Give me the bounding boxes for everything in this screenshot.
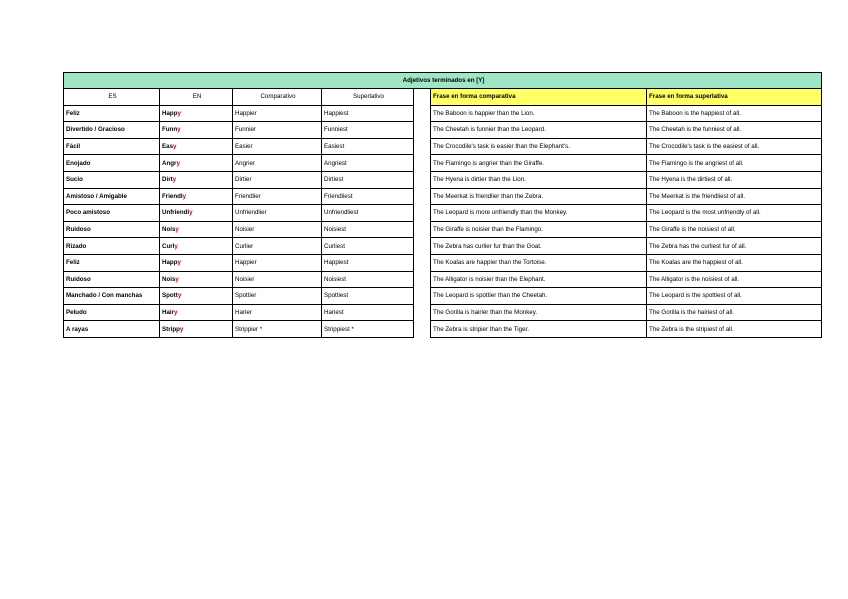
cell-en bbox=[160, 171, 233, 188]
en-stem: Curl bbox=[162, 242, 175, 250]
en-stem: Unfriendl bbox=[162, 209, 190, 217]
en-stem: Happ bbox=[162, 109, 178, 117]
spacer-column bbox=[414, 155, 431, 172]
cell-superlativo: Friendliest bbox=[322, 188, 414, 205]
en-stem: Hair bbox=[162, 309, 175, 317]
spacer-column bbox=[414, 321, 431, 338]
cell-en bbox=[160, 138, 233, 155]
spacer-column bbox=[414, 254, 431, 271]
cell-frase-comparativa: The Alligator is noisier than the Elephant. bbox=[431, 271, 647, 288]
spacer-column bbox=[414, 105, 431, 122]
cell-en bbox=[160, 205, 233, 222]
cell-frase-superlativa: The Flamingo is the angriest of all. bbox=[647, 155, 822, 172]
en-ending: y bbox=[177, 126, 181, 134]
cell-frase-comparativa: The Hyena is dirtier than the Lion. bbox=[431, 171, 647, 188]
en-ending: y bbox=[177, 109, 181, 117]
spacer-column bbox=[414, 271, 431, 288]
cell-es: Divertido / Gracioso bbox=[64, 122, 160, 139]
header-frase-comparativa: Frase en forma comparativa bbox=[431, 89, 647, 106]
cell-frase-superlativa: The Hyena is the dirtiest of all. bbox=[647, 171, 822, 188]
cell-frase-superlativa: The Alligator is the noisiest of all. bbox=[647, 271, 822, 288]
cell-superlativo: Happiest bbox=[322, 105, 414, 122]
spacer-column bbox=[414, 138, 431, 155]
cell-comparativo: Spottier bbox=[233, 288, 322, 305]
cell-en bbox=[160, 188, 233, 205]
spacer-column bbox=[414, 221, 431, 238]
en-ending: y bbox=[175, 226, 179, 234]
cell-comparativo: Unfriendlier bbox=[233, 205, 322, 222]
cell-comparativo: Angrier bbox=[233, 155, 322, 172]
cell-comparativo: Funnier bbox=[233, 122, 322, 139]
cell-es: Sucio bbox=[64, 171, 160, 188]
table-body bbox=[64, 73, 822, 338]
en-stem: Dirt bbox=[162, 176, 173, 184]
cell-superlativo: Unfriendliest bbox=[322, 205, 414, 222]
cell-en bbox=[160, 321, 233, 338]
table-title: Adjetivos terminados en [Y] bbox=[64, 73, 822, 89]
en-stem: Nois bbox=[162, 226, 176, 234]
en-stem: Stripp bbox=[162, 325, 180, 333]
cell-en bbox=[160, 288, 233, 305]
en-stem: Eas bbox=[162, 143, 174, 151]
cell-frase-comparativa: The Leopard is spottier than the Cheetah. bbox=[431, 288, 647, 305]
cell-es: Feliz bbox=[64, 105, 160, 122]
cell-comparativo: Harier bbox=[233, 304, 322, 321]
table-row bbox=[64, 288, 822, 305]
spacer-column bbox=[414, 205, 431, 222]
cell-frase-superlativa: The Leopard is the most unfriendly of all. bbox=[647, 205, 822, 222]
table-row bbox=[64, 122, 822, 139]
header-superlativo: Superlativo bbox=[322, 89, 414, 106]
cell-comparativo: Happier bbox=[233, 105, 322, 122]
spacer-column bbox=[414, 188, 431, 205]
cell-comparativo: Curlier bbox=[233, 238, 322, 255]
cell-frase-comparativa: The Crocodile's task is easier than the Elephant's. bbox=[431, 138, 647, 155]
cell-en bbox=[160, 304, 233, 321]
cell-frase-comparativa: The Flamingo is angrier than the Giraffe. bbox=[431, 155, 647, 172]
cell-en bbox=[160, 221, 233, 238]
cell-es: Ruidoso bbox=[64, 221, 160, 238]
en-ending: y bbox=[173, 143, 177, 151]
table-row bbox=[64, 105, 822, 122]
cell-es: Fácil bbox=[64, 138, 160, 155]
header-en: EN bbox=[160, 89, 233, 106]
cell-superlativo: Easiest bbox=[322, 138, 414, 155]
header-row bbox=[64, 89, 822, 106]
en-stem: Spott bbox=[162, 292, 178, 300]
cell-es: Manchado / Con manchas bbox=[64, 288, 160, 305]
cell-superlativo: Angriest bbox=[322, 155, 414, 172]
table-row bbox=[64, 221, 822, 238]
cell-frase-superlativa: The Meerkat is the friendliest of all. bbox=[647, 188, 822, 205]
en-stem: Funn bbox=[162, 126, 178, 134]
cell-en bbox=[160, 155, 233, 172]
cell-frase-comparativa: The Gorilla is hairier than the Monkey. bbox=[431, 304, 647, 321]
cell-frase-superlativa: The Crocodile's task is the easiest of all. bbox=[647, 138, 822, 155]
cell-es: Peludo bbox=[64, 304, 160, 321]
cell-en bbox=[160, 238, 233, 255]
table-row bbox=[64, 171, 822, 188]
en-ending: y bbox=[172, 176, 177, 184]
table-row bbox=[64, 238, 822, 255]
cell-comparativo: Easier bbox=[233, 138, 322, 155]
adjectives-table bbox=[63, 72, 822, 338]
cell-comparativo: Friendlier bbox=[233, 188, 322, 205]
en-ending: y bbox=[189, 209, 193, 217]
cell-frase-comparativa: The Leopard is more unfriendly than the Monkey. bbox=[431, 205, 647, 222]
en-ending: y bbox=[174, 242, 178, 250]
header-frase-superlativa: Frase en forma superlativa bbox=[647, 89, 822, 106]
cell-es: Amistoso / Amigable bbox=[64, 188, 160, 205]
table-row bbox=[64, 188, 822, 205]
en-stem: Angr bbox=[162, 159, 177, 167]
cell-frase-superlativa: The Leopard is the spottiest of all. bbox=[647, 288, 822, 305]
cell-en bbox=[160, 271, 233, 288]
cell-superlativo: Funniest bbox=[322, 122, 414, 139]
table-row bbox=[64, 155, 822, 172]
spacer-column bbox=[414, 89, 431, 106]
cell-comparativo: Happier bbox=[233, 254, 322, 271]
cell-es: Enojado bbox=[64, 155, 160, 172]
en-stem: Nois bbox=[162, 275, 176, 283]
en-ending: y bbox=[179, 325, 184, 333]
cell-superlativo: Strippiest * bbox=[322, 321, 414, 338]
cell-frase-superlativa: The Giraffe is the noisiest of all. bbox=[647, 221, 822, 238]
en-ending: y bbox=[177, 292, 182, 300]
table-row bbox=[64, 254, 822, 271]
spacer-column bbox=[414, 238, 431, 255]
table-row bbox=[64, 304, 822, 321]
cell-es: Poco amistoso bbox=[64, 205, 160, 222]
spacer-column bbox=[414, 304, 431, 321]
cell-superlativo: Noisiest bbox=[322, 221, 414, 238]
en-ending: y bbox=[176, 159, 180, 167]
table-row bbox=[64, 321, 822, 338]
cell-frase-superlativa: The Cheetah is the funniest of all. bbox=[647, 122, 822, 139]
cell-comparativo: Noisier bbox=[233, 221, 322, 238]
cell-frase-superlativa: The Zebra has the curliest fur of all. bbox=[647, 238, 822, 255]
cell-superlativo: Hariest bbox=[322, 304, 414, 321]
cell-frase-comparativa: The Zebra is stripier than the Tiger. bbox=[431, 321, 647, 338]
title-row bbox=[64, 73, 822, 89]
cell-superlativo: Happiest bbox=[322, 254, 414, 271]
en-stem: Friendl bbox=[162, 192, 183, 200]
cell-en bbox=[160, 105, 233, 122]
header-comparativo: Comparativo bbox=[233, 89, 322, 106]
cell-frase-comparativa: The Cheetah is funnier than the Leopard. bbox=[431, 122, 647, 139]
cell-frase-superlativa: The Baboon is the happiest of all. bbox=[647, 105, 822, 122]
cell-comparativo: Noisier bbox=[233, 271, 322, 288]
cell-frase-superlativa: The Koalas are the happiest of all. bbox=[647, 254, 822, 271]
en-ending: y bbox=[182, 192, 187, 200]
cell-frase-superlativa: The Zebra is the stripiest of all. bbox=[647, 321, 822, 338]
cell-superlativo: Spottiest bbox=[322, 288, 414, 305]
cell-comparativo: Strippier * bbox=[233, 321, 322, 338]
cell-frase-comparativa: The Koalas are happier than the Tortoise. bbox=[431, 254, 647, 271]
cell-es: A rayas bbox=[64, 321, 160, 338]
spacer-column bbox=[414, 171, 431, 188]
cell-es: Ruidoso bbox=[64, 271, 160, 288]
cell-frase-comparativa: The Giraffe is noisier than the Flamingo. bbox=[431, 221, 647, 238]
cell-frase-comparativa: The Baboon is happier than the Lion. bbox=[431, 105, 647, 122]
en-ending: y bbox=[177, 259, 181, 267]
cell-superlativo: Curliest bbox=[322, 238, 414, 255]
cell-frase-comparativa: The Zebra has curlier fur than the Goat. bbox=[431, 238, 647, 255]
spacer-column bbox=[414, 122, 431, 139]
table-row bbox=[64, 271, 822, 288]
cell-superlativo: Dirtiest bbox=[322, 171, 414, 188]
cell-es: Rizado bbox=[64, 238, 160, 255]
en-stem: Happ bbox=[162, 259, 178, 267]
spacer-column bbox=[414, 288, 431, 305]
en-ending: y bbox=[174, 309, 178, 317]
cell-superlativo: Noisiest bbox=[322, 271, 414, 288]
en-ending: y bbox=[175, 275, 179, 283]
header-es: ES bbox=[64, 89, 160, 106]
cell-comparativo: Dirtier bbox=[233, 171, 322, 188]
cell-en bbox=[160, 254, 233, 271]
cell-frase-superlativa: The Gorilla is the hairiest of all. bbox=[647, 304, 822, 321]
cell-frase-comparativa: The Meerkat is friendlier than the Zebra. bbox=[431, 188, 647, 205]
cell-es: Feliz bbox=[64, 254, 160, 271]
table-row bbox=[64, 138, 822, 155]
cell-en bbox=[160, 122, 233, 139]
table-row bbox=[64, 205, 822, 222]
